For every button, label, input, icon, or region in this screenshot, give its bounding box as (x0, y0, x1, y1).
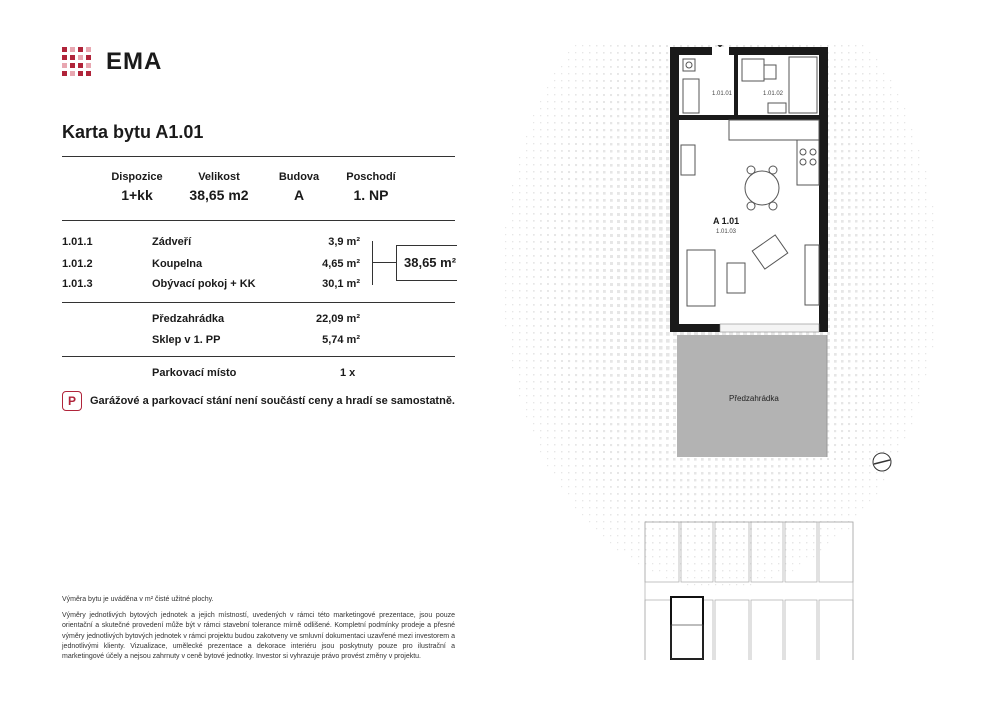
room-name: Zádveří (152, 236, 192, 248)
footnote-area: Výměra bytu je uváděna v m² čisté užitné plochy. (62, 596, 214, 603)
summary-row (105, 171, 425, 203)
brand-name: EMA (106, 47, 163, 75)
room-label: 1.01.01 (712, 91, 733, 97)
room-area: 30,1 m² (322, 278, 360, 290)
extra-name: Sklep v 1. PP (152, 334, 221, 346)
summary-label: Poschodí (346, 171, 396, 183)
extra-area: 22,09 m² (315, 313, 360, 325)
summary-label: Budova (278, 171, 320, 183)
room-code: 1.01.1 (62, 236, 93, 248)
room-name: Obývací pokoj + KK (152, 278, 256, 290)
parking-count: 1 x (340, 367, 356, 379)
summary-poschodi (341, 171, 401, 203)
divider (62, 156, 455, 157)
room-name: Koupelna (152, 258, 203, 270)
parking-label: Parkovací místo (152, 367, 237, 379)
summary-label: Dispozice (111, 171, 163, 183)
page-title: Karta bytu A1.01 (62, 122, 204, 142)
divider (62, 356, 455, 357)
room-label: 1.01.02 (763, 91, 784, 97)
summary-value: 1+kk (121, 187, 153, 203)
summary-dispozice (105, 171, 169, 203)
extra-area: 5,74 m² (322, 334, 360, 346)
summary-value: 1. NP (353, 187, 389, 203)
parking-icon: P (62, 391, 82, 411)
extra-name: Předzahrádka (152, 313, 225, 325)
bracket-line (372, 241, 373, 285)
brand-logo (62, 47, 162, 76)
room-code: 1.01.2 (62, 258, 93, 270)
garden-label: Předzahrádka (729, 394, 779, 403)
floorplan (505, 45, 955, 660)
bracket-line (372, 262, 396, 263)
room-area: 3,9 m² (328, 236, 360, 248)
summary-velikost (184, 171, 254, 203)
summary-value: 38,65 m2 (189, 187, 249, 203)
key-plan-thumbnail (505, 45, 955, 660)
room-code: 1.01.3 (62, 278, 93, 290)
unit-label: A 1.01 (713, 216, 740, 226)
unit-code: 1.01.03 (716, 229, 737, 235)
divider (62, 302, 455, 303)
summary-label: Velikost (198, 171, 240, 183)
parking-note: Garážové a parkovací stání není součástí ceny a hradí se samostatně. (90, 395, 455, 407)
summary-value: A (293, 187, 305, 203)
divider (62, 220, 455, 221)
logo-mark-icon (62, 47, 91, 76)
total-area: 38,65 m² (404, 255, 457, 270)
summary-budova (274, 171, 324, 203)
room-area: 4,65 m² (322, 258, 360, 270)
footnote-disclaimer: Výměry jednotlivých bytových jednotek a jejich místností, uvedených v rámci této marketingové prezentace, jsou pouze orientační a skutečné provedení může být v rámci stavební tolerance mírně odlišené. Kompletní podmínky prodeje a přesné výměry jednotlivých bytových jednotek v rámci projektu budou zakotveny ve smluvní dokumentaci uzavřené mezi investorem a jednotlivými klienty. Vizualizace, umělecké prezentace a dekorace interiéru jsou poskytnuty pouze pro ilustrační a marketingové účely a nejsou zahrnuty v ceně bytové jednotky. Investor si vyhrazuje právo provést změny v projektu. (62, 612, 455, 661)
